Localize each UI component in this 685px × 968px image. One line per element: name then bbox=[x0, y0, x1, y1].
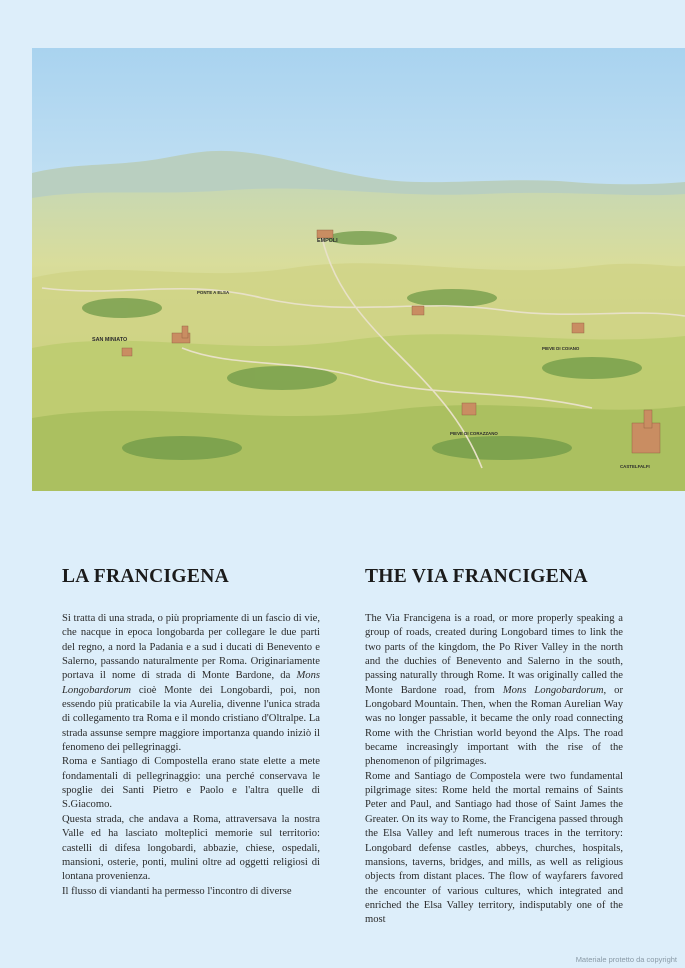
copyright-notice: Materiale protetto da copyright bbox=[575, 955, 677, 964]
illustrated-map bbox=[32, 48, 685, 491]
paragraph-en-2: Rome and Santiago de Compostela were two fundamental pilgrimage sites: Rome held the mortal remains of Saints Peter and Paul, and Santiago had those of Saint James the Greater. On its way to Rome, the Francigena passed through the Elsa Valley and left numerous traces in the territory: Longobard defense castles, abbeys, churches, hospitals, mansions, taverns, bridges, and mills, as well as religious objects from distant places. The flow of wayfarers favored the encounter of various cultures, which integrated and enriched the Elsa Valley territory, indisputably one of the most bbox=[365, 770, 623, 926]
place-pieve-di-corazzano: PIEVE DI CORAZZANO bbox=[450, 431, 498, 436]
place-ponte-a-elsa: PONTE A ELSA bbox=[197, 290, 230, 295]
title-english: THE VIA FRANCIGENA bbox=[365, 566, 588, 587]
paragraph-it-3: Questa strada, che andava a Roma, attraversava la nostra Valle ed ha lasciato molteplici memorie sul territorio: castelli di difesa longobardi, abbazie, chiese, ospedali, mansioni, osterie, ponti, mulini oltre ad oggetti religiosi di lontana provenienza. bbox=[62, 813, 320, 883]
place-castelfalfi: CASTELFALFI bbox=[620, 464, 650, 469]
place-pieve-di-coiano: PIEVE DI COIANO bbox=[542, 346, 580, 351]
paragraph-it-2: Roma e Santiago di Compostella erano state elette a mete fondamentali di pellegrinaggio: una perché conservava le spoglie dei Santi Pietro e Paolo e l'altra quelle di S.Giacomo. bbox=[62, 756, 320, 811]
title-italian: LA FRANCIGENA bbox=[62, 566, 229, 587]
text-column-italian bbox=[62, 612, 320, 899]
map-illustration bbox=[32, 48, 685, 491]
paragraph-en-1: The Via Francigena is a road, or more properly speaking a group of roads, created during Longobard times to link the two parts of the kingdom, the Po River Valley in the north and the duchies of Benevento and Salerno in the south, passing naturally through Rome. It was originally called the Monte Bardone road, from Mons Longobardorum, or Longobard Mountain. Then, when the Roman Aurelian Way was no longer passable, it became the only road connecting Rome with the Christian world beyond the Alps. The road became increasingly important with the rise of the phenomenon of pilgrimages. bbox=[365, 613, 623, 768]
text-column-english bbox=[365, 612, 623, 928]
paragraph-it-1: Si tratta di una strada, o più propriamente di un fascio di vie, che nacque in epoca longobarda per collegare le due parti del regno, a nord la Padania e a sud i ducati di Benevento e Salerno, passando naturalmente per Roma. Originariamente portava il nome di strada di Monte Bardone, da Mons Longobardorum cioè Monte dei Longobardi, poi, non essendo più praticabile la via Aurelia, divenne l'unica strada di collegamento tra Roma e il mondo cristiano d'Oltralpe. La strada assunse sempre maggiore importanza quando iniziò il fenomeno dei pellegrinaggi. bbox=[62, 613, 320, 754]
place-empoli: EMPOLI bbox=[317, 238, 338, 244]
italic-term: Mons Longobardorum bbox=[502, 684, 604, 696]
italic-term: Mons Longobardorum bbox=[62, 670, 320, 696]
paragraph-it-4: Il flusso di viandanti ha permesso l'incontro di diverse bbox=[62, 885, 292, 897]
place-san-miniato: SAN MINIATO bbox=[92, 337, 128, 343]
